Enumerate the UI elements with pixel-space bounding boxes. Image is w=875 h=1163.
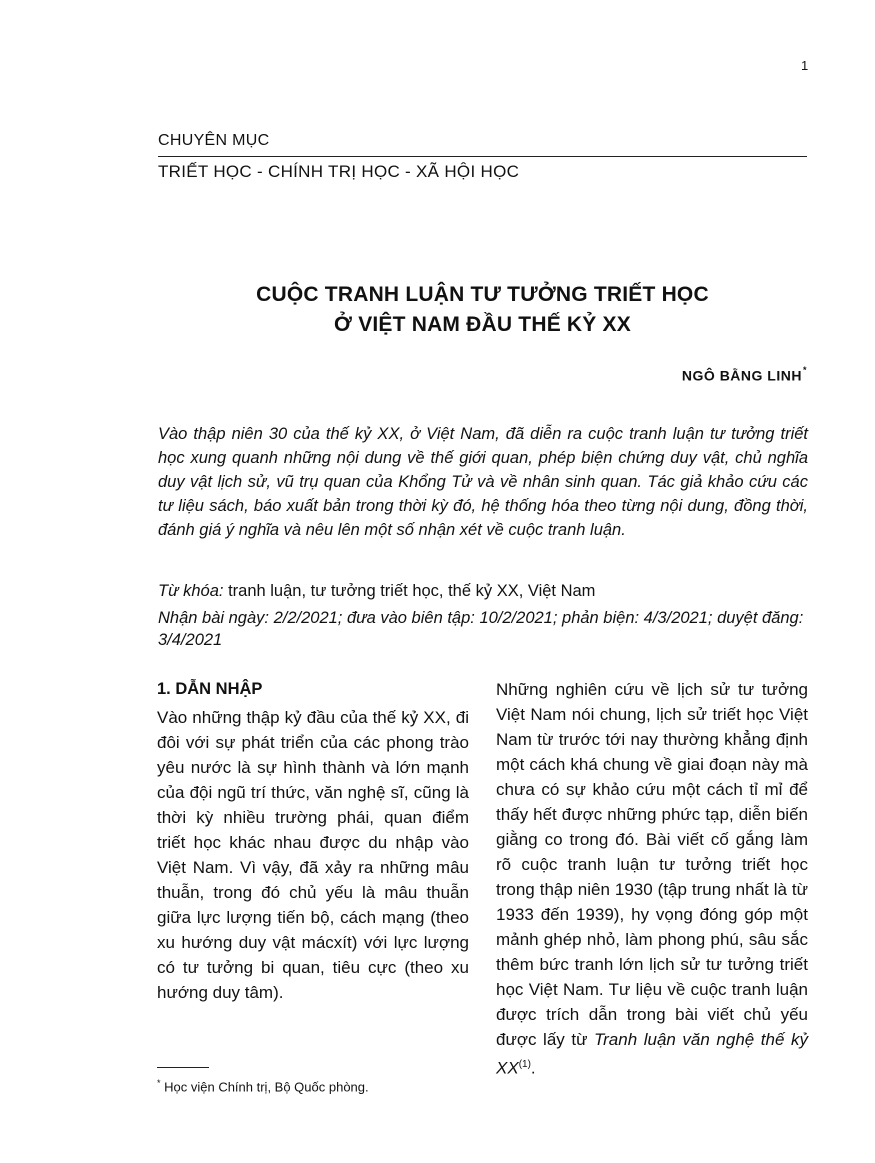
author-footnote-mark: * [802,365,807,375]
abstract: Vào thập niên 30 của thế kỷ XX, ở Việt Nam, đã diễn ra cuộc tranh luận tư tưởng triết học xung quanh những nội dung về thế giới quan, phép biện chứng duy vật, chủ nghĩa duy vật lịch sử, vũ trụ quan của Khổng Tử và về nhân sinh quan. Tác giả khảo cứu các tư liệu sách, báo xuất bản trong thời kỳ đó, hệ thống hóa theo từng nội dung, đồng thời, đánh giá ý nghĩa và nêu lên một số nhận xét về cuộc tranh luận. [158,425,808,539]
body-paragraph-left: Vào những thập kỷ đầu của thế kỷ XX, đi đôi với sự phát triển của các phong trào yêu nước là sự hình thành và lớn mạnh của đội ngũ trí thức, văn nghệ sĩ, cũng là thời kỳ nhiều trường phái, quan điểm triết học khác nhau được du nhập vào Việt Nam. Vì vậy, đã xảy ra những mâu thuẫn, trong đó chủ yếu là mâu thuẫn giữa lực lượng tiến bộ, cách mạng (theo xu hướng duy vật mácxít) với lực lượng có tư tưởng bi quan, tiêu cực (theo xu hướng duy tâm). [157,708,469,1002]
section-label: CHUYÊN MỤC [158,132,270,149]
keywords-text: tranh luận, tư tưởng triết học, thế kỷ XX, Việt Nam [223,582,596,600]
body-column-left [157,677,469,1005]
body-paragraph-right [496,677,808,1081]
article-title-line-1: CUỘC TRANH LUẬN TƯ TƯỞNG TRIẾT HỌC [256,283,709,306]
body-paragraph-right-text: Những nghiên cứu về lịch sử tư tưởng Việt Nam nói chung, lịch sử triết học Việt Nam từ trước tới nay thường khẳng định một cách khá chung về giai đoạn này mà chưa có sự khảo cứu một cách tỉ mỉ để thấy hết được những phức tạp, diễn biến giằng co trong đó. Bài viết cố gắng làm rõ cuộc tranh luận tư tưởng triết học trong thập niên 1930 (tập trung nhất là từ 1933 đến 1939), hy vọng đóng góp một mảnh ghép nhỏ, làm phong phú, sâu sắc thêm bức tranh lớn lịch sử tư tưởng triết học Việt Nam. Tư liệu về cuộc tranh luận được trích dẫn trong bài viết chủ yếu được lấy từ [496,680,808,1049]
article-title-line-2: Ở VIỆT NAM ĐẦU THẾ KỶ XX [334,313,631,336]
footnote-divider [157,1067,209,1068]
footnote-text: Học viện Chính trị, Bộ Quốc phòng. [160,1079,369,1095]
reference-mark: (1) [518,1059,531,1070]
body-column-right [496,677,808,1081]
section-divider [158,156,807,157]
footnote-mark: * [157,1078,161,1088]
cited-book-title: Tranh luận văn nghệ thế kỷ XX [496,1030,808,1078]
keywords-label: Từ khóa: [158,582,224,600]
section-heading: 1. DẪN NHẬP [157,680,263,698]
page-number: 1 [801,58,809,73]
footnote [157,1078,369,1094]
keywords [158,582,595,601]
author-name: NGÔ BẰNG LINH [681,367,802,384]
author [682,367,807,384]
section-name: TRIẾT HỌC - CHÍNH TRỊ HỌC - XÃ HỘI HỌC [158,162,520,181]
paragraph-end: . [530,1058,536,1078]
submission-dates: Nhận bài ngày: 2/2/2021; đưa vào biên tập: 10/2/2021; phản biện: 4/3/2021; duyệt đăng: 3/4/2021 [158,609,804,649]
